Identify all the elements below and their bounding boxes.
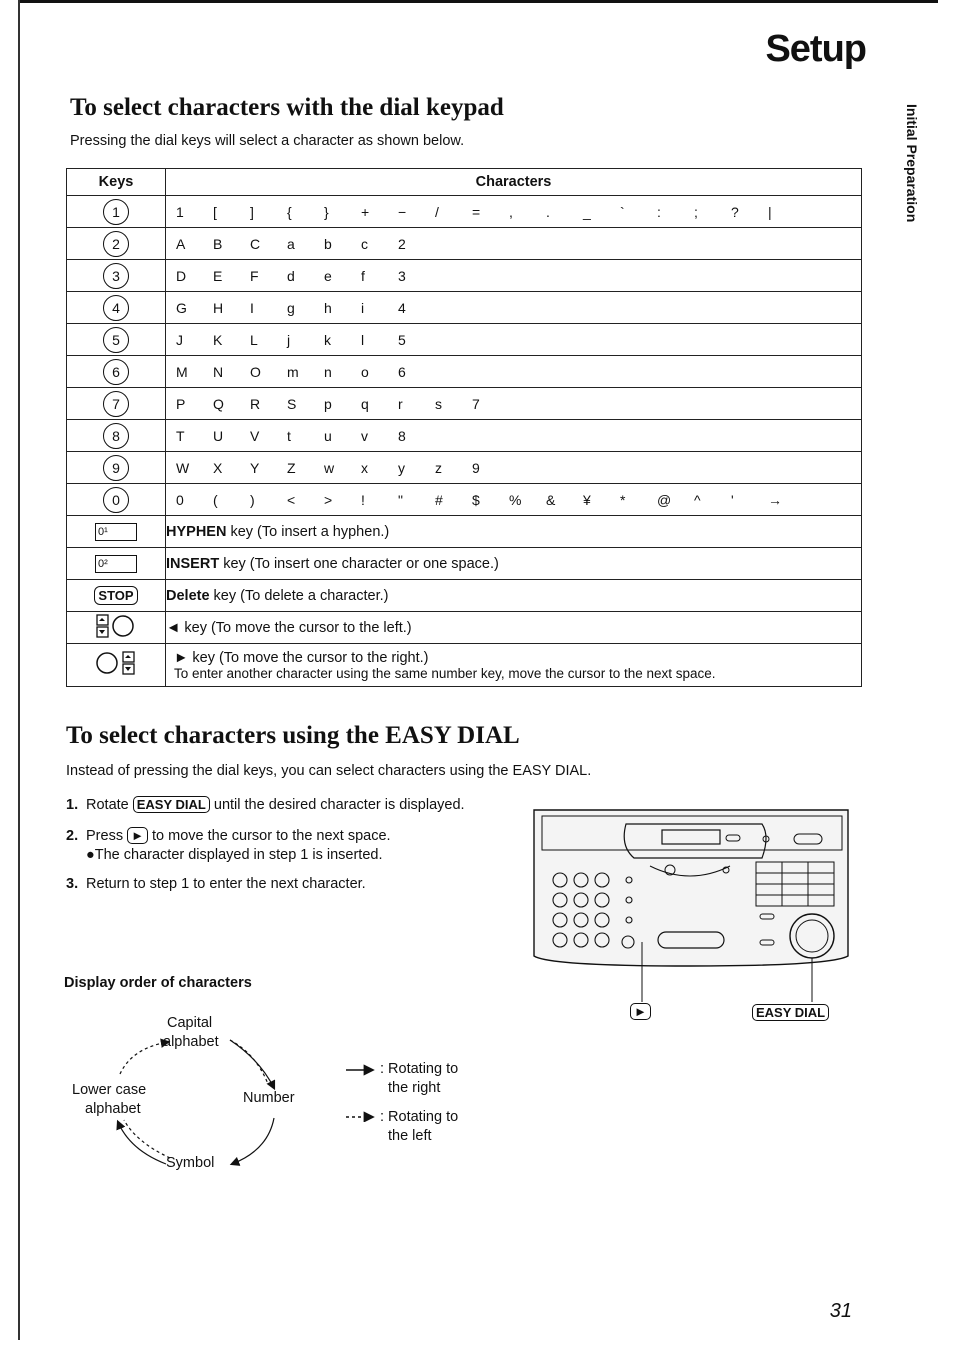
character: ` [620,203,625,220]
character: Z [287,459,296,476]
character: M [176,363,188,380]
arrow-lower-to-symbol [124,1120,170,1158]
dial-key-1-icon: 1 [103,199,129,225]
character: ' [731,491,734,508]
character: 7 [472,395,480,412]
character: D [176,267,187,284]
character: X [213,459,223,476]
character: i [361,299,365,316]
character: 0 [176,491,184,508]
character: N [213,363,224,380]
step-3: 3. Return to step 1 to enter the next character. [66,876,366,892]
character: I [250,299,254,316]
character: { [287,203,292,220]
character: w [324,459,335,476]
character: | [768,203,772,220]
character: V [250,427,260,444]
character: S [287,395,297,412]
fax-easy-dial-label: EASY DIAL [752,1004,829,1021]
side-tab-label: Initial Preparation [904,104,920,223]
character: " [398,491,403,508]
character: T [176,427,185,444]
play-button: ► [127,827,148,844]
characters-list [166,300,861,316]
character: 8 [398,427,406,444]
characters-list [166,268,861,284]
character: 6 [398,363,406,380]
character: ( [213,491,218,508]
cycle-lower: Lower case [72,1082,147,1098]
table-row [67,516,862,548]
character: z [435,459,442,476]
character: q [361,395,369,412]
character: Q [213,395,224,412]
page-title: Setup [765,28,866,70]
section1-title: To select characters with the dial keypad [70,94,504,121]
easy-dial-button: EASY DIAL [133,796,210,813]
section1-intro: Pressing the dial keys will select a character as shown below. [70,133,465,149]
right-desc: ► key (To move the cursor to the right.) [174,649,429,666]
top-rule [20,0,938,3]
legend-right: : Rotating to [380,1061,459,1077]
character: d [287,267,295,284]
character: ! [361,491,365,508]
character: P [176,395,186,412]
character: m [287,363,299,380]
dial-key-3-icon: 3 [103,263,129,289]
dial-key-7-icon: 7 [103,391,129,417]
dial-key-9-icon: 9 [103,455,129,481]
table-row [67,644,862,687]
right-note: To enter another character using the same number key, move the cursor to the next space. [174,665,716,681]
characters-list [166,492,861,508]
character: C [250,235,261,252]
dial-key-5-icon: 5 [103,327,129,353]
character: r [398,395,403,412]
character: O [250,363,261,380]
table-row [67,292,862,324]
table-row [67,484,862,516]
character: 1 [176,203,184,220]
steps-list [66,796,486,902]
characters-list [166,396,861,412]
step-2: 2. Press ► to move the cursor to the next space. ●The character displayed in step 1 is inserted. [66,827,486,865]
character: v [361,427,368,444]
table-row [67,388,862,420]
character: # [435,491,443,508]
character: g [287,299,295,316]
table-row [67,548,862,580]
character: 5 [398,331,406,348]
character: , [509,203,513,220]
arrow-lower-to-capital [120,1042,168,1074]
arrow-capital-to-number [230,1040,274,1088]
characters-list [166,364,861,380]
characters-list [166,460,861,476]
dial-key-6-icon: 6 [103,359,129,385]
character: ¥ [583,491,591,508]
character: / [435,203,439,220]
character: % [509,491,522,508]
character: . [546,203,550,220]
character: [ [213,203,217,220]
cursor-right-key-icon [94,650,138,676]
character: s [435,395,442,412]
character: J [176,331,183,348]
character: ] [250,203,254,220]
hyphen-desc: key (To insert a hyphen.) [226,523,390,540]
character: u [324,427,332,444]
cycle-number: Number [243,1090,295,1106]
dial-key-2-icon: 2 [103,231,129,257]
cycle-capital: Capital [167,1015,213,1031]
left-desc: ◄ key (To move the cursor to the left.) [166,612,862,644]
character: 9 [472,459,480,476]
character: R [250,395,261,412]
character: ^ [694,491,701,508]
character: 3 [398,267,406,284]
dial-key-4-icon: 4 [103,295,129,321]
cursor-left-key-icon [94,613,138,639]
characters-list [166,332,861,348]
character: : [657,203,661,220]
arrow-number-to-capital [230,1040,268,1084]
characters-list [166,428,861,444]
character: U [213,427,224,444]
character: 4 [398,299,406,316]
character: y [398,459,405,476]
hyphen-key-icon: 0¹ [95,523,137,541]
character: _ [583,203,591,220]
character: H [213,299,224,316]
step-2-bullet: ●The character displayed in step 1 is inserted. [86,847,383,863]
character: b [324,235,332,252]
col-keys: Keys [67,169,166,196]
character: j [287,331,291,348]
table-row [67,356,862,388]
characters-list [166,204,861,220]
character: x [361,459,368,476]
character: f [361,267,365,284]
character: c [361,235,368,252]
arrow-symbol-to-lower [118,1122,166,1164]
table-row [67,260,862,292]
binding-edge [18,0,20,1340]
arrow-number-to-symbol [232,1118,274,1164]
character: } [324,203,329,220]
character: Y [250,459,260,476]
legend-right-2: the right [388,1080,441,1096]
insert-label: INSERT [166,555,220,572]
cycle-symbol: Symbol [166,1155,215,1171]
delete-label: Delete [166,587,210,604]
character: B [213,235,223,252]
delete-desc: key (To delete a character.) [209,587,389,604]
page-number: 31 [829,1300,852,1322]
insert-key-icon: 0² [95,555,137,573]
character: h [324,299,332,316]
insert-desc: key (To insert one character or one space.) [219,555,499,572]
table-row [67,324,862,356]
character: = [472,203,481,220]
character: a [287,235,295,252]
character: k [324,331,331,348]
cycle-capital-2: alphabet [163,1034,219,1050]
stop-key-icon: STOP [94,586,137,605]
character: o [361,363,369,380]
character: > [324,491,333,508]
character: W [176,459,190,476]
character: $ [472,491,480,508]
character: ? [731,203,739,220]
fax-machine-illustration [530,806,852,1016]
character: ; [694,203,698,220]
table-row [67,452,862,484]
table-row [67,612,862,644]
legend-left-2: the left [388,1128,432,1144]
side-tab [898,104,922,254]
table-row [67,228,862,260]
character: l [361,331,365,348]
section2-intro: Instead of pressing the dial keys, you can select characters using the EASY DIAL. [66,763,592,779]
step-1: 1. Rotate EASY DIAL until the desired character is displayed. [66,797,465,813]
character: F [250,267,259,284]
legend-arrows [344,1062,380,1122]
character: + [361,203,370,220]
section2-title: To select characters using the EASY DIAL [66,722,520,749]
col-characters: Characters [166,169,862,196]
display-order-title: Display order of characters [64,975,252,991]
character: G [176,299,187,316]
table-row [67,196,862,228]
character: K [213,331,223,348]
character: 2 [398,235,406,252]
hyphen-label: HYPHEN [166,523,227,540]
character: & [546,491,556,508]
dial-key-8-icon: 8 [103,423,129,449]
dial-key-0-icon: 0 [103,487,129,513]
fax-play-button-label: ► [630,1003,651,1020]
character: n [324,363,332,380]
character: → [768,491,782,508]
character: < [287,491,296,508]
table-row [67,420,862,452]
legend-left: : Rotating to [380,1109,459,1125]
table-row [67,580,862,612]
keys-table [66,168,862,687]
character: − [398,203,407,220]
character: A [176,235,186,252]
character: @ [657,491,672,508]
character: L [250,331,258,348]
character: t [287,427,291,444]
character: p [324,395,332,412]
character: e [324,267,332,284]
characters-list [166,236,861,252]
cycle-lower-2: alphabet [85,1101,141,1117]
character: ) [250,491,255,508]
character: E [213,267,223,284]
character: * [620,491,626,508]
